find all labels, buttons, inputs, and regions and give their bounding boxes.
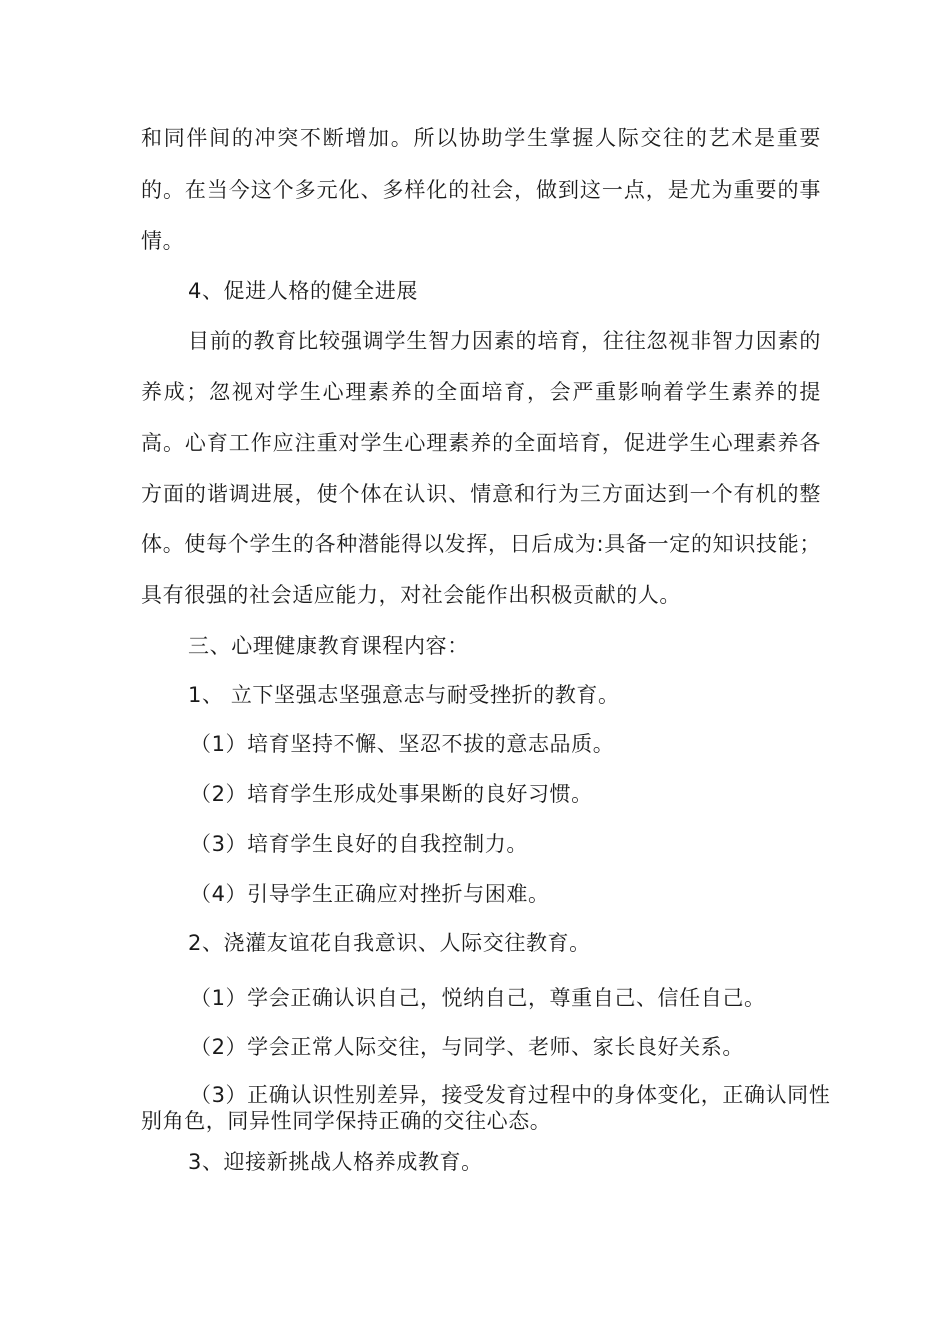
text-line: 别角色，同异性同学保持正确的交往心态。 xyxy=(141,1109,552,1133)
text-line: 和同伴间的冲突不断增加。所以协助学生掌握人际交往的艺术是重要 xyxy=(141,126,821,150)
list-item: 3、迎接新挑战人格养成教育。 xyxy=(188,1150,483,1174)
list-item: （2）学会正常人际交往，与同学、老师、家长良好关系。 xyxy=(190,1035,744,1059)
text-line: 方面的谐调进展，使个体在认识、情意和行为三方面达到一个有机的整 xyxy=(141,482,821,506)
text-line: 体。使每个学生的各种潜能得以发挥，日后成为:具备一定的知识技能； xyxy=(141,532,821,556)
section-heading: 4、促进人格的健全进展 xyxy=(188,279,418,303)
list-item: 1、 立下坚强志坚强意志与耐受挫折的教育。 xyxy=(188,683,620,707)
list-item: （4）引导学生正确应对挫折与困难。 xyxy=(190,882,550,906)
text-line: 具有很强的社会适应能力，对社会能作出积极贡献的人。 xyxy=(141,583,681,607)
list-item: （3）培育学生良好的自我控制力。 xyxy=(190,832,528,856)
text-line: 情。 xyxy=(141,229,185,253)
text-line: 目前的教育比较强调学生智力因素的培育，往往忽视非智力因素的 xyxy=(188,329,821,353)
list-item: （3）正确认识性别差异，接受发育过程中的身体变化，正确认同性 xyxy=(190,1083,831,1107)
text-line: 的。在当今这个多元化、多样化的社会，做到这一点，是尤为重要的事 xyxy=(141,178,821,202)
section-heading: 三、心理健康教育课程内容： xyxy=(188,634,469,658)
text-line: 养成；忽视对学生心理素养的全面培育，会严重影响着学生素养的提 xyxy=(141,380,821,404)
list-item: （1）培育坚持不懈、坚忍不拔的意志品质。 xyxy=(190,732,615,756)
list-item: （2）培育学生形成处事果断的良好习惯。 xyxy=(190,782,593,806)
list-item: （1）学会正确认识自己，悦纳自己，尊重自己、信任自己。 xyxy=(190,986,766,1010)
list-item: 2、浇灌友谊花自我意识、人际交往教育。 xyxy=(188,931,591,955)
text-line: 高。心育工作应注重对学生心理素养的全面培育，促进学生心理素养各 xyxy=(141,431,821,455)
